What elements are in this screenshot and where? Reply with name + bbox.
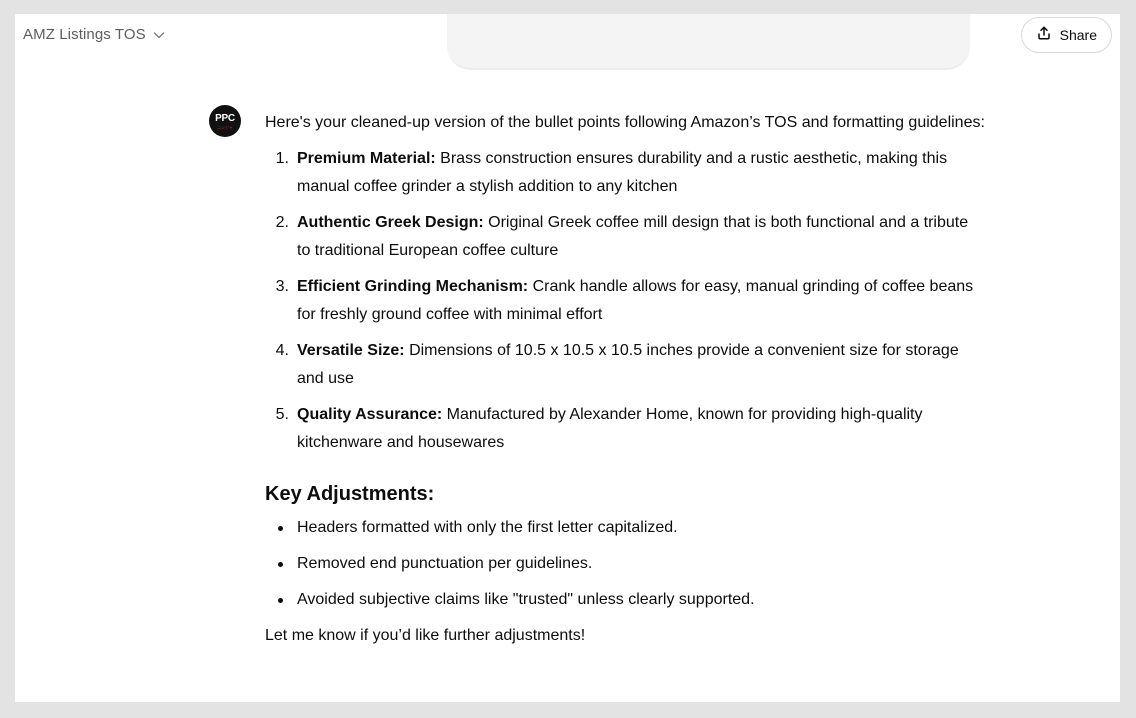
list-item-text: Dimensions of 10.5 x 10.5 x 10.5 inches provide a convenient size for storage and use <box>297 342 959 387</box>
avatar-text: PPC <box>215 112 235 124</box>
list-item-text: Brass construction ensures durability and a rustic aesthetic, making this manual coffee grinder a stylish addition to any kitchen <box>297 150 948 195</box>
bullet-dot-icon <box>278 562 283 567</box>
conversation-title-dropdown[interactable] <box>23 26 166 43</box>
list-item-text: Removed end punctuation per guidelines. <box>297 555 593 572</box>
message-intro: Here's your cleaned-up version of the bullet points following Amazon’s TOS and formatting guidelines: <box>265 114 985 131</box>
share-button[interactable] <box>1021 17 1112 53</box>
list-item <box>265 145 985 201</box>
list-item-title: Efficient Grinding Mechanism: <box>297 278 529 295</box>
top-bar <box>15 14 1120 58</box>
chevron-down-icon <box>152 28 166 42</box>
list-item <box>265 550 985 578</box>
list-item-text: Headers formatted with only the first letter capitalized. <box>297 519 678 536</box>
bullet-points-list <box>265 145 985 457</box>
adjustments-list <box>265 514 985 614</box>
key-adjustments-heading: Key Adjustments: <box>265 483 435 505</box>
list-item <box>265 209 985 265</box>
list-item <box>265 586 985 614</box>
list-item-number: 3. <box>275 278 289 295</box>
list-item <box>265 514 985 542</box>
list-item <box>265 401 985 457</box>
list-item-text: Original Greek coffee mill design that is both functional and a tribute to traditional European coffee culture <box>297 214 969 259</box>
list-item-text: Avoided subjective claims like "trusted" unless clearly supported. <box>297 591 755 608</box>
list-item-text: Manufactured by Alexander Home, known for providing high-quality kitchenware and housewares <box>297 406 923 451</box>
avatar-subtext: ニンジャ <box>217 124 233 130</box>
list-item-title: Versatile Size: <box>297 342 405 359</box>
list-item-text: Crank handle allows for easy, manual grinding of coffee beans for freshly ground coffee with minimal effort <box>297 278 974 323</box>
bullet-dot-icon <box>278 598 283 603</box>
list-item-title: Quality Assurance: <box>297 406 443 423</box>
bullet-dot-icon <box>278 526 283 531</box>
list-item <box>265 337 985 393</box>
list-item-number: 5. <box>275 406 289 423</box>
list-item-number: 2. <box>275 214 289 231</box>
list-item-title: Premium Material: <box>297 150 436 167</box>
list-item-title: Authentic Greek Design: <box>297 214 484 231</box>
list-item-number: 1. <box>275 150 289 167</box>
list-item-number: 4. <box>275 342 289 359</box>
share-icon <box>1036 25 1052 46</box>
share-label: Share <box>1059 27 1097 43</box>
list-item <box>265 273 985 329</box>
chat-window <box>15 14 1120 702</box>
conversation-title: AMZ Listings TOS <box>23 26 146 43</box>
assistant-message <box>265 109 985 650</box>
assistant-avatar <box>209 105 241 137</box>
message-outro: Let me know if you’d like further adjustments! <box>265 627 586 644</box>
